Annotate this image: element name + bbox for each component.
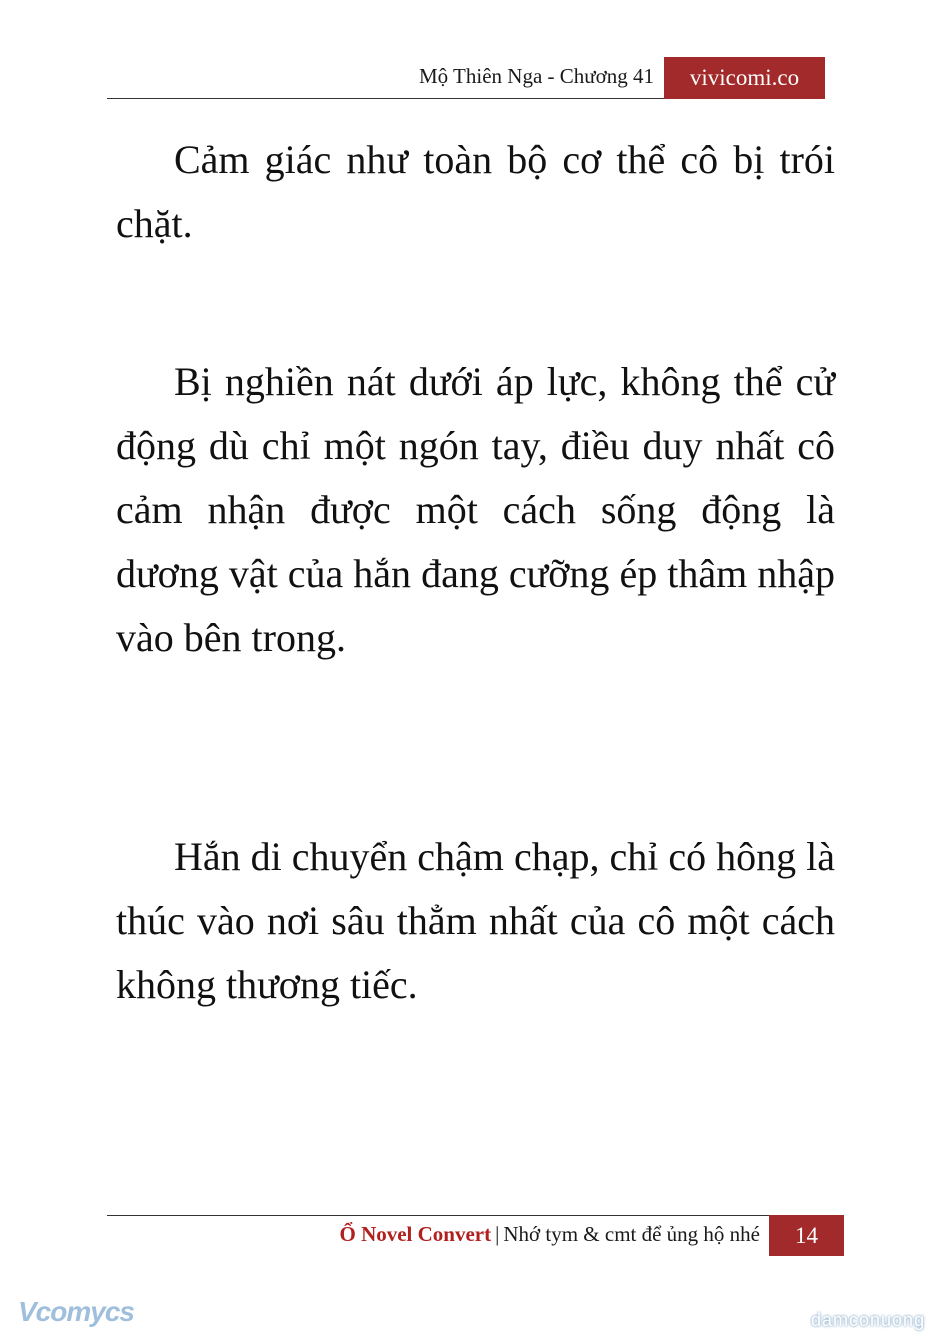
footer-message: Nhớ tym & cmt để ủng hộ nhé [503, 1222, 760, 1246]
footer-credit [339, 1222, 760, 1247]
footer-divider [107, 1215, 769, 1216]
header-divider [107, 98, 664, 99]
paragraph-1: Cảm giác như toàn bộ cơ thể cô bị trói chặt. [116, 137, 835, 246]
page-number: 14 [769, 1215, 844, 1256]
paragraph-2: Bị nghiền nát dưới áp lực, không thể cử động dù chỉ một ngón tay, điều duy nhất cô cảm nhận được một cách sống động là dương vật của hắn đang cưỡng ép thâm nhập vào bên trong. [116, 359, 835, 660]
site-badge: vivicomi.co [664, 57, 825, 99]
footer-brand: Ổ Novel Convert [339, 1222, 492, 1246]
footer-separator: | [495, 1222, 500, 1246]
watermark-text-right: damconuong [811, 1310, 926, 1330]
paragraph-3: Hắn di chuyển chậm chạp, chỉ có hông là thúc vào nơi sâu thẳm nhất của cô một cách không thương tiếc. [116, 834, 835, 1007]
watermark-logo-left: Vcomycs [18, 1296, 134, 1327]
chapter-title: Mộ Thiên Nga - Chương 41 [419, 64, 654, 88]
